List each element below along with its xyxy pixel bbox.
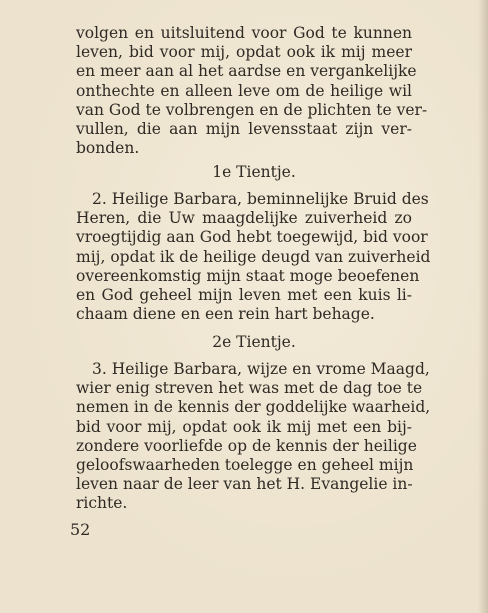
text-line: volgen en uitsluitend voor God te kunnen (76, 24, 412, 42)
paragraph-2 (76, 190, 431, 324)
text-line: wier enig streven het was met de dag toe te (76, 379, 423, 398)
text-line: overeenkomstig mijn staat moge beoefenen (76, 266, 420, 285)
paragraph-3 (76, 360, 431, 514)
text-line: leven naar de leer van het H. Evangelie in- (76, 475, 413, 494)
text-line: vullen, die aan mijn levensstaat zijn ver- (76, 119, 412, 138)
text-line: geloofswaarheden toelegge en geheel mijn (76, 455, 414, 474)
text-line: zondere voorliefde op de kennis der heilige (76, 436, 417, 455)
text-line: van God te volbrengen en de plichten te ver- (76, 100, 428, 119)
section-heading-1: 1e Tientje. (212, 163, 296, 181)
text-line: 3. Heilige Barbara, wijze en vrome Maagd, (92, 360, 430, 378)
text-line: mij, opdat ik de heilige deugd van zuiverheid (76, 247, 431, 266)
section-heading-2: 2e Tientje. (212, 333, 296, 351)
text-line: chaam diene en een rein hart behage. (76, 305, 375, 324)
text-line: 2. Heilige Barbara, beminnelijke Bruid des (92, 190, 429, 208)
paragraph-intro (76, 24, 428, 158)
text-line: Heren, die Uw maagdelijke zuiverheid zo (76, 209, 412, 228)
text-line: nemen in de kennis der goddelijke waarheid, (76, 398, 431, 417)
text-line: en God geheel mijn leven met een kuis li- (76, 285, 412, 304)
text-line: en meer aan al het aardse en vergankelijke (76, 62, 417, 81)
page-edge-shadow (478, 0, 488, 613)
text-line: leven, bid voor mij, opdat ook ik mij meer (76, 43, 412, 62)
text-line: vroegtijdig aan God hebt toegewijd, bid voor (76, 228, 428, 247)
text-line: bid voor mij, opdat ook ik mij met een bij- (76, 417, 412, 436)
text-line: richte. (76, 494, 128, 513)
page-number: 52 (70, 520, 91, 539)
text-line: onthechte en alleen leve om de heilige wil (76, 81, 412, 100)
text-line: bonden. (76, 139, 140, 158)
